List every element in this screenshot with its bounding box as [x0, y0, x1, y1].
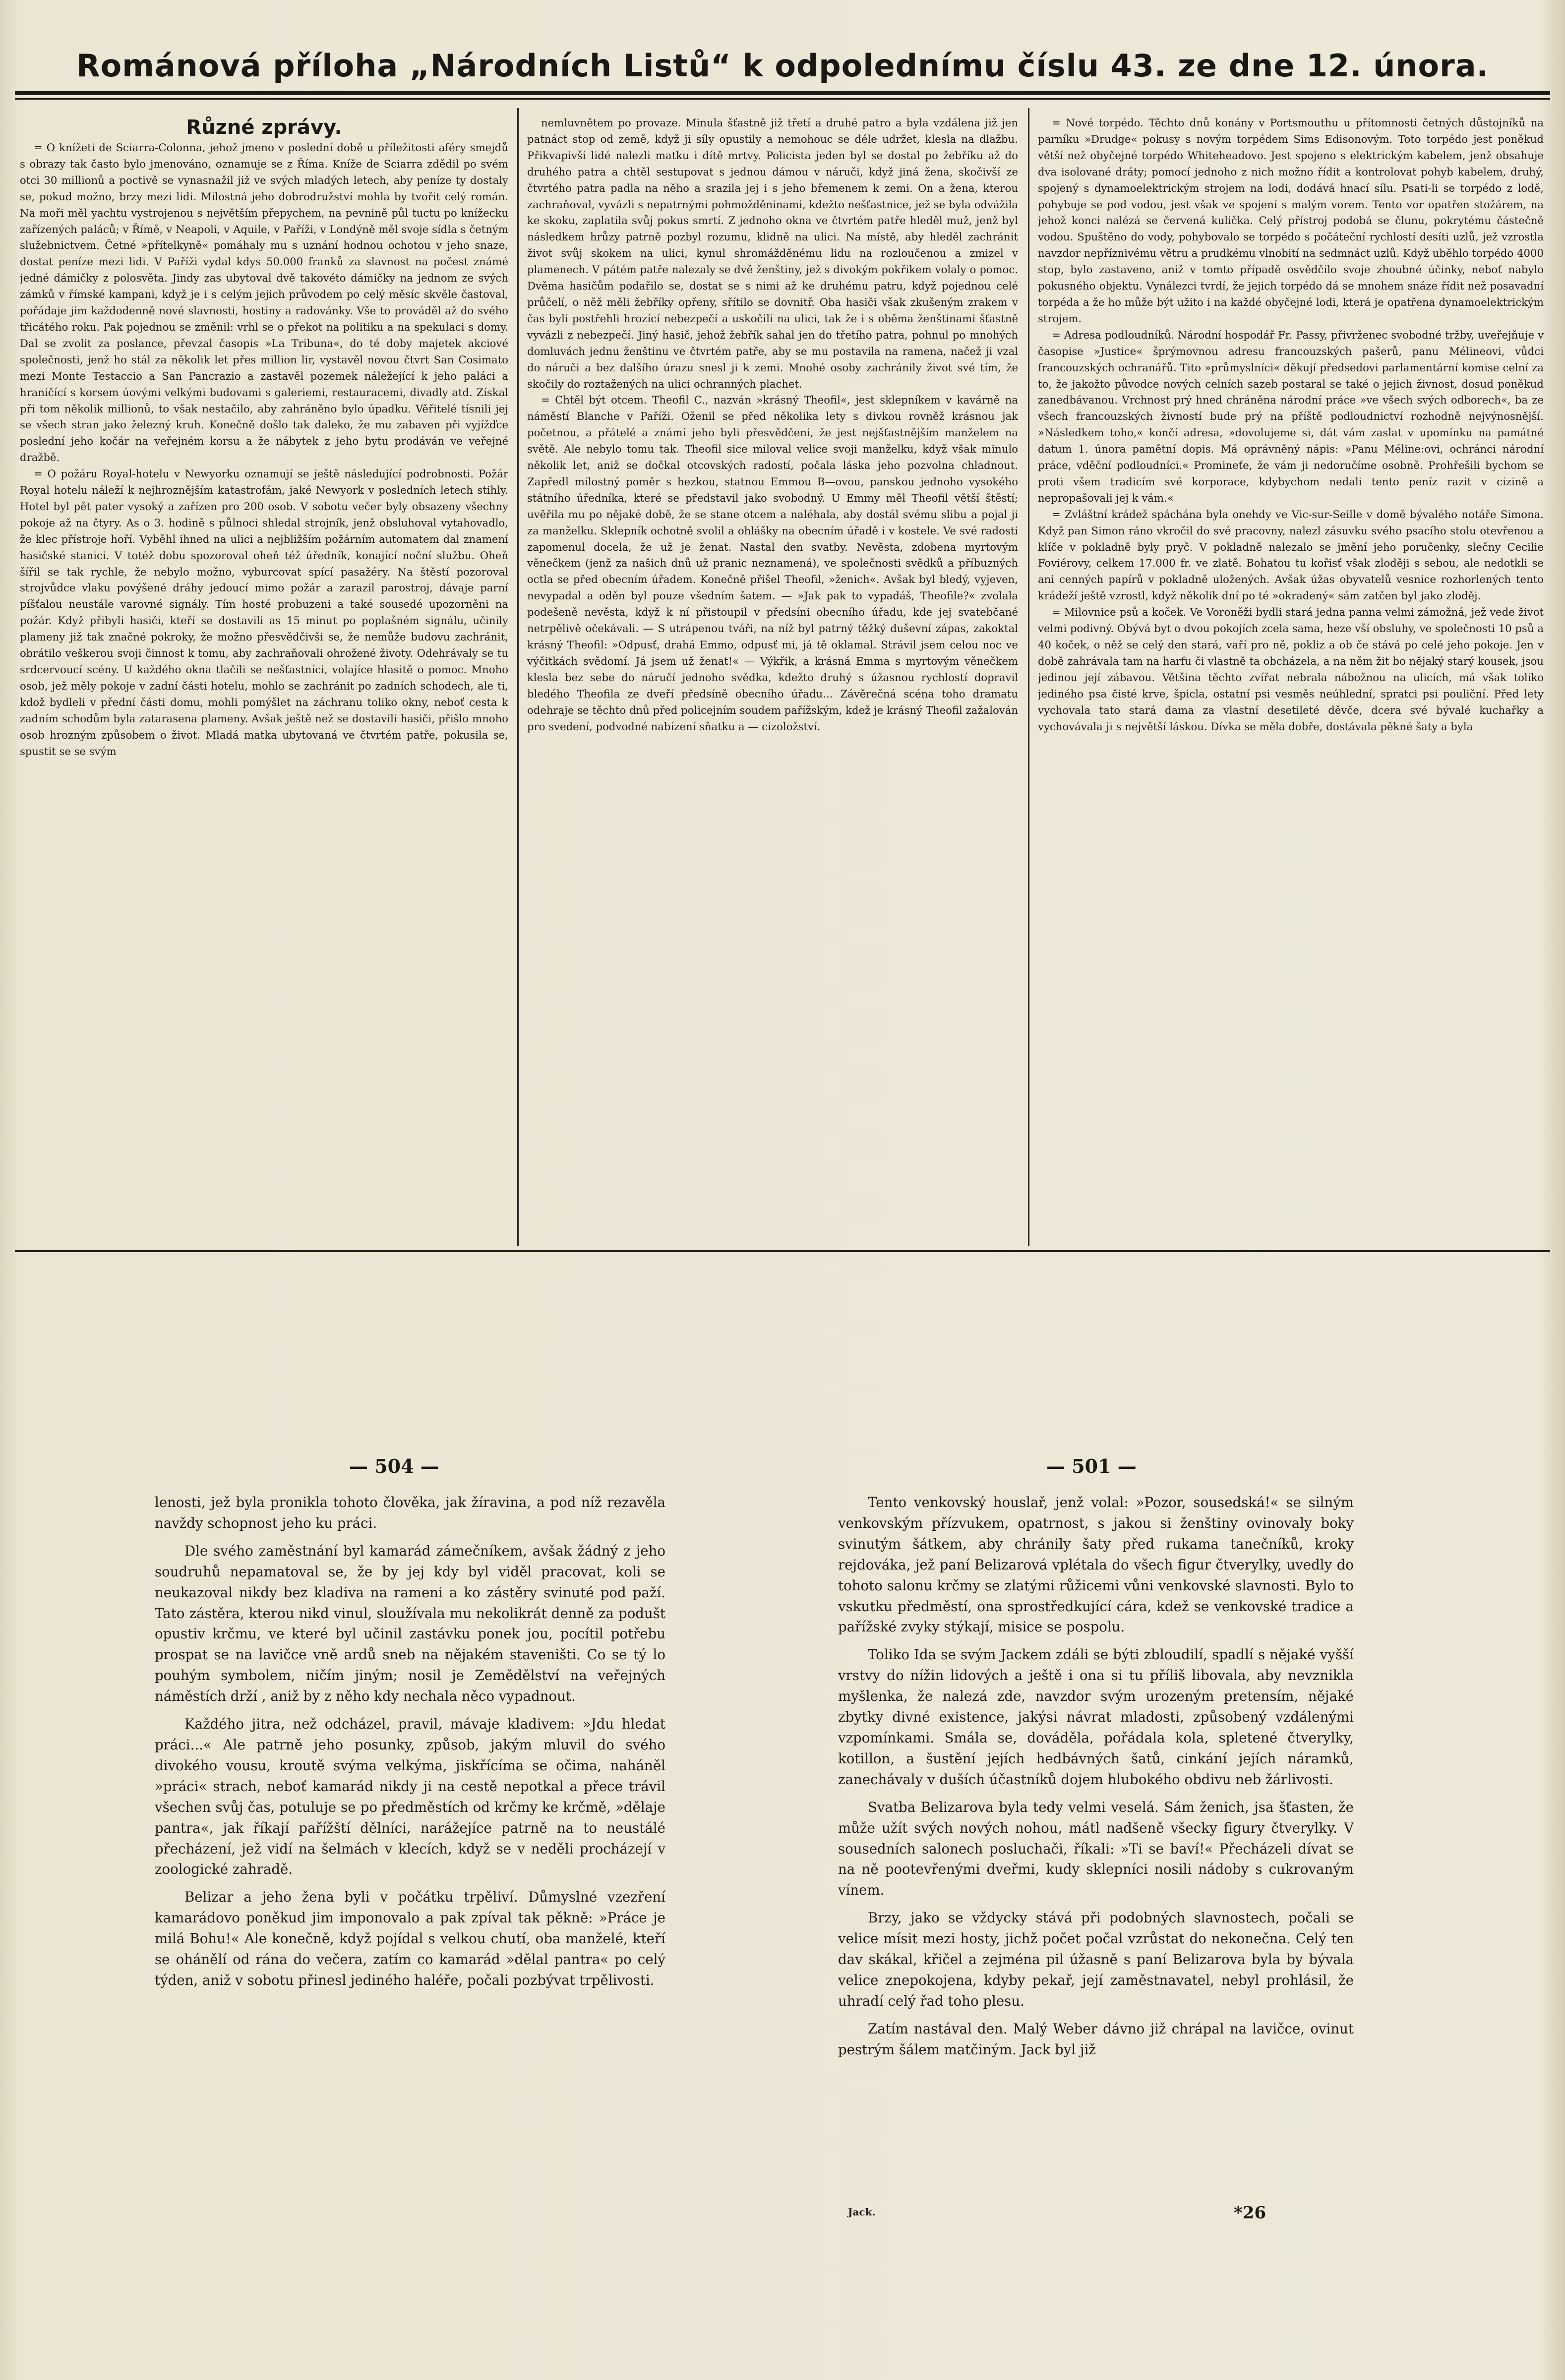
column-divider-2 [1028, 108, 1029, 1246]
story-paragraph: Brzy, jako se vždycky stává při podobných slavnostech, počali se velice mísit mezi hosty, jichž počet počal vzrůstat do nekonečna. Celý ten dav skákal, křičel a zejména pil úžasně s paní Belizarova byla by bývala velice znepokojena, kdyby pekař, její zaměstnavatel, nebyl prohlásil, že uhradí celý řad toho plesu. [838, 1910, 1354, 2009]
news-item: = Milovnice psů a koček. Ve Voroněži bydli stará jedna panna velmi zámožná, jež vede život velmi podivný. Obývá byt o dvou pokojích zcela sama, heze vší obsluhy, ve společnosti 10 psů a 40 koček, o něž se celý den stará, vaří pro ně, pokliz a ob če stává po celé jeho pokoje. Jen v době zahrávala tam na harfu či vlastně ta obcházela, a na něm žit bo nějaký starý kousek, jsou jedinou její zábavou. Většina těchto zvířat nebrala nábožnou na ulicích, má však toliko jediného psa čisté krve, špicla, ostatní psi vesměs neúhlední, spratci psi pouliční. Před lety vychovala tato stará dama za vlastní desetileté děvče, dcera své bývalé kuchařky a vychovávala ji s největší láskou. Dívka se měla dobře, dostávala pěkné šaty a byla [1038, 606, 1544, 733]
story-paragraph: lenosti, jež byla pronikla tohoto člověka, jak žíravina, a pod níž rezavěla navždy schopnost jeho ku práci. [155, 1494, 665, 1531]
column-1 [20, 115, 508, 1250]
section-heading: Různé zprávy. [186, 116, 342, 139]
sheet-number: *26 [1234, 2203, 1266, 2223]
news-item: = O knížeti de Sciarra-Colonna, jehož jmeno v poslední době u příležitosti aféry smejdů s obrazy tak často bylo jmenováno, oznamuje se z Říma. Kníže de Sciarra zdědil po svém otci 30 millionů a poctivě se vynasnažil již ve svých mladých letech, aby peníze ty dostaly se, pokud možno, brzy mezi lidi. Milostná jeho dobrodružství mohla by tvořit celý román. Na moři měl yachtu vystrojenou s největším přepychem, na pevnině půl tuctu po knížecku zařízených paláců; v Římě, v Neapoli, v Aquile, v Paříži, v Londýně měl svoje sídla s četným služebnictvem. Četné »přítelkyně« pomáhaly mu s uznání hodnou ochotou v jeho snaze, dostat peníze mezi lidi. V Paříži vydal kdys 50.000 franků za slavnost na počest známé jedné dámičky z polosvěta. Jindy zas ubytoval dvě takovéto dámičky na jednom ze svých zámků v římské kampani, když je i s celým jejich průvodem po celý měsíc skvěle častoval, pořádaje jim každodenně nové slavnosti, hostiny a radovánky. Vše to prováděl až do svého třicátého roku. Pak pojednou se změnil: vrhl se o překot na politiku a na spekulaci s domy. Dal se zvolit za poslance, převzal časopis »La Tribuna«, do té doby majetek akciové společnosti, jenž ho stál za několik let přes million lir, vystavěl novou čtvrt San Cosimato mezi Monte Testaccio a San Pancrazio a zastavěl pozemek náležející k jeho paláci a hraničící s korsem úovými velkými budovami s galeriemi, restauracemi, divadly atd. Získal při tom několik millionů, to však nestačilo, aby zahráněno bylo úpadku. Věřitelé tísnili jej se všech stran jako železný kruh. Konečně došlo tak daleko, že mu zabaven při vyjížďce poslední jeho kočár na veřejném korsu a že nábytek z jeho bytu prodáván ve veřejné dražbě. [20, 141, 508, 464]
story-paragraph: Dle svého zaměstnání byl kamarád zámečníkem, avšak žádný z jeho soudruhů nepamatoval se, že by jej kdy byl viděl pracovat, koli se neukazoval nikdy bez kladiva na rameni a ko zástěry svinuté pod paží. Tato zástěra, kterou nikd vinul, sloužívala mu nekolikrát denně za podušt opustiv krčmu, ve které byl učinil zastávku ponek jou, pocítil potřebu prospat se na lavičce vně ardů sneb na nějakém staveništi. Co se tý lo pouhým symbolem, ničím jiným; nosil je Zemědělství na veřejných náměstích drží , aniž by z něho kdy nechala něco vypadnout. [155, 1542, 665, 1705]
header-rule-thick [15, 91, 1550, 95]
story-paragraph: Tento venkovský houslař, jenž volal: »Pozor, sousedská!« se silným venkovským přízvukem, opatrnost, s jakou si ženštiny ovinovaly boky svinutým šátkem, aby chránily šaty před rukama tanečníků, kroky rejdováka, jež paní Belizarová vplétala do všech figur čtverylky, uvedly do tohoto salonu krčmy se zlatými růžicemi vůni venkovské slavnosti. Bylo to vskutku předměstí, ona sprostředkující cára, kdež se venkovské tradice a pařížské zvyky stýkají, misice se pospolu. [838, 1494, 1354, 1635]
column-divider-1 [517, 108, 519, 1246]
news-item: = Adresa podloudníků. Národní hospodář Fr. Passy, přivrženec svobodné tržby, uveřejňuje v časopise »Justice« šprýmovnou adresu francouzských pašerů, panu Mélineovi, vůdci francouzských ochranářů. Tito »průmyslníci« děkují předsedovi parlamentární komise celní za to, že jakožto původce nových celních sazeb postaral se také o jejich živnost, dosud poněkud zanedbávanou. Vrchnost prý hned chráněna národní práce »ve všech svých odborech«, ba ze všech francouzských živností bude prý na příště podloudnictví rozhodně nejvýnosnější. »Následkem toho,« končí adresa, »dovolujeme si, dát vám zaslat v upomínku na památné datum 1. února pamětní dopis. Má oprávněný nápis: »Panu Méline:ovi, ochránci národní práce, vděční podloudníci.« Promineťe, že vám ji nedoručíme osobně. Prohřešili bychom se proti všem tradicím své korporace, kdybychom nedali tento peníz razit v cizině a nepropašovali jej k vám.« [1038, 328, 1544, 504]
column-3 [1038, 115, 1544, 1250]
story-paragraph: Belizar a jeho žena byli v počátku trpěliví. Důmyslné vzezření kamarádovo poněkud jim imponovalo a pak zpíval tak pěkně: »Práce je milá Bohu!« Ale konečně, když pojídal s velkou chutí, oba manželé, kteří se ohánělí od rána do večera, zatím co kamarád »dělal pantra« po celý týden, aniž v sobotu přinesl jediného haléře, počali pozbývat trpělivosti. [155, 1889, 665, 1988]
news-item: nemluvnětem po provaze. Minula šťastně již třetí a druhé patro a byla vzdálena již jen patnáct stop od země, když ji síly opustily a nemohouc se déle udržet, klesla na dlažbu. Přikvapivší lidé nalezli matku i dítě mrtvy. Policista jeden byl se dostal po žebříku až do druhého patra a chtěl sestupovat s jednou dámou v náruči, když jiná žena, skočivší ze čtvrtého patra padla na něho a srazila jej i s jeho břemenem k zemi. On a žena, kterou zachraňoval, vyvázli s nepatrnými pohmožděninami, kdežto nešťastnice, jež se byla odvážila ke skoku, zaplatila svůj pokus smrtí. Z jednoho okna ve čtvrtém patře hleděl muž, jenž byl následkem hrůzy patrně pozbyl rozumu, klidně na ulici. Na místě, aby hleděl zachránit život svůj skokem na ulici, kynul shromážděnému lidu na rozloučenou a zmizel v plamenech. V pátém patře nalezaly se dvě ženštiny, jež s divokým pokřikem volaly o pomoc. Dvěma hasičům podařilo se, dostat se s nimi až ke druhému patru, když pojednou celé průčelí, o něž měli žebříky opřeny, sřítilo se dovnitř. Oba hasiči však zkušeným zrakem v čas byli postřehli hrozící nebezpečí a uskočili na ulici, tak že i s oběma ženštinami šťastně vyvázli z nebezpečí. Jiný hasič, jehož žebřík sahal jen do třetího patra, pohnul po mnohých domluvách jednu ženštinu ve čtvrtém patře, aby se mu postavila na ramena, načež ji vzal do náruči a bez dalšího úrazu snesl ji k zemi. Mnohé osoby zachránily život své tím, že skočily do roztažených na ulici ochranných plachet. [527, 116, 1018, 390]
column-2 [527, 115, 1018, 1250]
lower-right-story [838, 1492, 1354, 2216]
story-paragraph: Svatba Belizarova byla tedy velmi veselá. Sám ženich, jsa šťasten, že může užít svých nových nohou, mátl nadšeně všecky figury čtverylky. V sousedních salonech posluchači, říkali: »Ti se baví!« Přecházeli dívat se na ně pootevřenými dveřmi, kudy sklepníci nosili nádoby s cukrovaným vínem. [838, 1799, 1354, 1899]
page-header: Románová příloha „Národních Listů“ k odpolednímu číslu 43. ze dne 12. února. [76, 48, 1489, 84]
story-paragraph: Toliko Ida se svým Jackem zdáli se býti zbloudilí, spadlí s nějaké vyšší vrstvy do nížin lidových a ještě i ona si tu příliš libovala, aby nevznikla myšlenka, že nalezá zde, navzdor svým urozeným pretensím, nějaké zbytky divné existence, jakýsi návrat mladosti, způsobený vzdálenými vzpomínkami. Smála se, dováděla, pořádala kola, spletené čtverylky, kotillon, a šustění jejích hedbávných šatů, cinkání jejích náramků, zanechávaly v duších účastníků dojem hlubokého obdivu neb žárlivosti. [838, 1646, 1354, 1788]
story-paragraph: Zatím nastával den. Malý Weber dávno již chrápal na lavičce, ovinut pestrým šálem matčiným. Jack byl již [838, 2020, 1354, 2058]
story-paragraph: Každého jitra, než odcházel, pravil, mávaje kladivem: »Jdu hledat práci...« Ale patrně jeho posunky, způsob, jakým mluvil do svého divokého vousu, kroutě svýma velkýma, jiskřícíma se očima, naháněl »práci« strach, neboť kamarád nikdy ji na cestě nepotkal a přece trávil všechen svůj čas, potuluje se po předměstích od krčmy ke krčmě, »dělaje pantra«, jak říkají pařížští dělníci, narážejíce patrně na to neustálé přecházení, jež vidí na šelmách v klecích, když se v neděli procházejí v zoologické zahradě. [155, 1716, 665, 1878]
page-number-left: — 504 — [349, 1455, 439, 1477]
header-rule-thin [15, 98, 1550, 100]
printer-signature: Jack. [848, 2206, 876, 2218]
news-item: = Nové torpédo. Těchto dnů konány v Portsmouthu u přítomnosti četných důstojníků na parníku »Drudge« pokusy s novým torpédem Sims Edisonovým. Toto torpédo jest poněkud větší než obyčejné torpédo Whiteheadovo. Jest spojeno s elektrickým kabelem, jenž obsahuje dva isolované dráty; pomocí jednoho z nich možno řídit a kontrolovat pohyb kabelem, druhý, spojený s dynamoelektrickým strojem na lodi, dodává hnací sílu. Psati-li se torpédo z lodě, pohybuje se pod vodou, jest však ve spojení s malým vorem. Tento vor opatřen stožárem, na jehož konci nalézá se červená kulička. Celý přístroj podobá se člunu, pokrytému částečně vodou. Spuštěno do vody, pohybovalo se torpédo s počáteční rychlostí desíti uzlů, jež vzrostla navzdor nepříznivému větru a prudkému vlnobití na sedmnáct uzlů. Když uběhlo torpédo 4000 stop, bylo zastaveno, aniž v tomto případě osvědčilo svoje zhoubné účinky, neboť nabylo pokusného objektu. Vynálezci tvrdí, že jejich torpédo dá se mnohem snáze řídit než posavadní torpéda a že ho může být užito i na každé obyčejné lodi, která je opatřena dynamoelektrickým strojem. [1038, 116, 1544, 325]
news-item: = Chtěl být otcem. Theofil C., nazván »krásný Theofil«, jest sklepníkem v kavárně na náměstí Blanche v Paříži. Oženil se před několika lety s divkou rovněž krásnou jak početnou, a přátelé a známí jeho byli přesvědčeni, že jest nejšťastnějším manželem na světě. Ale nebylo tomu tak. Theofil sice miloval velice svoji manželku, když však minulo několik let, aniž se dočkal otcovských radostí, počala láska jeho pozvolna chladnout. Zapředl milostný poměr s hezkou, statnou Emmou B—ovou, panskou jednoho vysokého státního úředníka, které se představil jako svobodný. U Emmy měl Theofil větší štěstí; uvěřila mu po nějaké době, že se stane otcem a naléhala, aby dostál svému slibu a pojal ji za manželku. Sklepník ochotně svolil a ohlášky na obecním úřadě i v kostele. Ve své radosti zapomenul docela, že už je ženat. Nastal den svatby. Nevěsta, zdobena myrtovým věnečkem (jenž za našich dnů už pranic neznamená), ve společnosti svědků a příbuzných octla se před obecním úřadem. Konečně přišel Theofil, »ženich«. Avšak byl bledý, vyjeven, nevypadal a oděn byl pouze všedním šatem. — »Jak pak to vypadáš, Theofile?« zvolala podešeně nevěsta, když k ní přistoupil v předsíni obecního úřadu, kde jej svatebčané netrpělivě očekávali. — S utrápenou tváři, na níž byl patrný těžký duševní zápas, zakoktal krásný Theofil: »Odpusť, drahá Emmo, odpusť mi, já tě oklamal. Strávil jsem celou noc ve výčitkách svědomí. Já jsem už ženat!« — Výkřik, a krásná Emma s myrtovým věnečkem klesla bez sebe do náručí jednoho svědka, kdežto druhý s úžasnou rychlostí dopravil bledého Theofila ze dveří předsíně obecního úřadu... Závěrečná scéna toho dramatu odehraje se těchto dnů před policejním soudem pařížským, kdež je krásný Theofil zažalován pro svedení, podvodné nabízení sňatku a — cizoložství. [527, 394, 1018, 733]
columns-bottom-rule [15, 1250, 1550, 1252]
page-number-right: — 501 — [1046, 1455, 1137, 1477]
news-item: = O požáru Royal-hotelu v Newyorku oznamují se ještě následující podrobnosti. Požár Royal hotelu náleží k nejhroznějším katastrofám, jaké Newyork v posledních letech stihly. Hotel byl pět pater vysoký a zařízen pro 200 osob. V sobotu večer byly obsazeny všechny pokoje až na čtyry. As o 3. hodině s půlnoci shledal strojník, jenž obsluhoval vytahovadlo, že klec přístroje hoří. Vyběhl ihned na ulici a nejbližším požárním automatem dal znamení hasičské stanici. V totéž dobu spozoroval oheň též úředník, konající noční službu. Oheň šířil se tak rychle, že nebylo možno, vyburcovat spící pasažéry. Na štěstí pozoroval strojvůdce vlaku povýšené dráhy jedoucí mimo požár a zarazil parostroj, dávaje parní píšťalou neustále varovné signály. Tím hosté probuzeni a také sousedé upozorněni na požár. Když přibyli hasiči, kteří se dostavili as 15 minut po poplašném signálu, učinily plameny již tak značné pokroky, že možno přesvědčivši se, že nemůže budovu zachránit, obrátilo veškerou svoji činnost k tomu, aby zachraňovali ohrožené životy. Odehrávaly se tu srdcervoucí scény. U každého okna tlačili se nešťastníci, volajíce hlasitě o pomoc. Mnoho osob, jež měly pokoje v zadní části hotelu, mohlo se zachránit po zadních schodech, ale ti, kdož bydleli v přední části domu, mohli pomýšlet na záchranu toliko okny, neboť cesta k zadním schodům byla zatarasena plameny. Avšak ještě než se dostavili hasiči, přišlo mnoho osob hrozným způsobem o život. Mladá matka ubytovaná ve čtvrtém patře, pokusila se, spustit se se svým [20, 467, 508, 757]
lower-left-story [155, 1492, 665, 2216]
news-item: = Zvláštní krádež spáchána byla onehdy ve Vic-sur-Seille v domě bývalého notáře Simona. Když pan Simon ráno vkročil do své pracovny, nalezl zásuvku svého psacího stolu otevřenou a klíče v pokladně byly pryč. V pokladně nalezalo se jmění jeho poručenky, slečny Cecilie Foviérovy, celkem 17.000 fr. ve zlatě. Bohatou tu kořisť však zloději s sebou, ale nedotkli se ani cenných papírů v pokladně uložených. Avšak úžas obyvatelů vesnice rozhorlených tento krádeží ještě vzrostl, když několik dní po té »okradený« sám zatčen byl jako zloděj. [1038, 508, 1544, 602]
